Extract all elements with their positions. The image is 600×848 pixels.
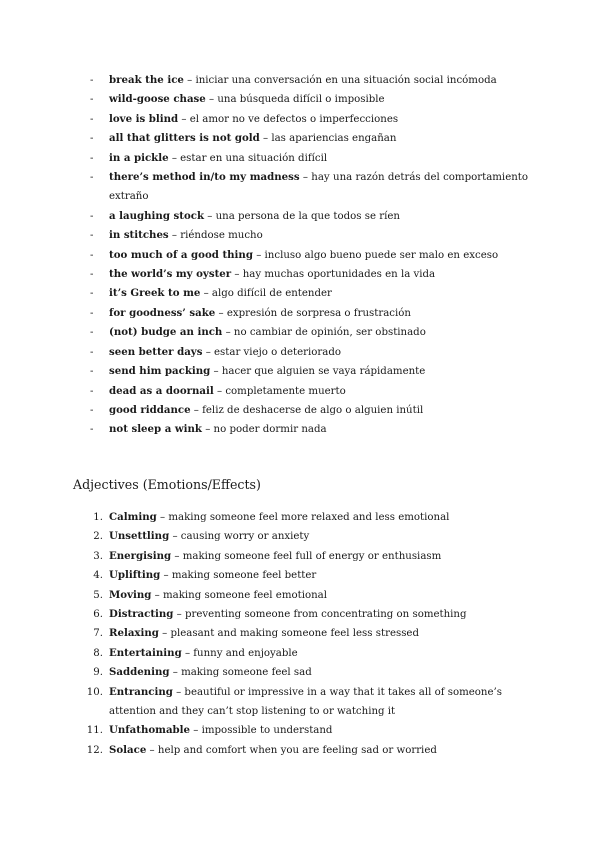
idiom-term: it’s Greek to me [109,287,201,300]
adjective-term: Entrancing [109,685,173,698]
list-number: 8. [93,647,103,659]
idiom-item [90,284,528,303]
adjective-item [80,508,528,527]
idiom-item [90,343,528,362]
list-number: 10. [86,686,103,698]
idiom-item [90,129,528,148]
list-bullet: - [90,327,94,339]
list-number: 11. [86,725,103,737]
idiom-item [90,226,528,245]
list-number: 6. [93,609,103,621]
idiom-item [90,323,528,342]
idiom-term: in a pickle [109,151,169,164]
adjective-definition: – causing worry or anxiety [169,531,310,543]
idiom-item [90,401,528,420]
idiom-definition: – riéndose mucho [168,230,263,242]
idiom-term: all that glitters is not gold [109,132,260,145]
adjective-term: Unfathomable [109,724,191,737]
list-bullet: - [90,230,94,242]
list-bullet: - [90,366,94,378]
list-number: 4. [93,570,103,582]
idiom-term: there’s method in/to my madness [109,171,300,184]
list-bullet: - [90,307,94,319]
adjective-term: Uplifting [109,569,161,582]
adjective-item [80,644,528,663]
idiom-item [90,207,528,226]
list-bullet: - [90,75,94,86]
idiom-definition: – incluso algo bueno puede ser malo en exceso [252,249,499,261]
idiom-definition: – iniciar una conversación en una situación social incómoda [183,75,497,86]
list-bullet: - [90,94,94,106]
idiom-definition: – las apariencias engañan [259,133,397,145]
idiom-definition: – expresión de sorpresa o frustración [215,307,411,319]
adjective-definition: – making someone feel full of energy or enthusiasm [171,550,442,562]
adjective-item [80,624,528,643]
adjective-item [80,683,528,722]
idiom-definition: – una búsqueda difícil o imposible [205,94,385,106]
adjective-term: Entertaining [109,646,182,659]
idiom-definition: – hay una razón detrás del comportamiento extraño [109,172,529,203]
adjective-term: Relaxing [109,627,159,640]
idiom-term: for goodness’ sake [109,306,216,319]
adjective-definition: – pleasant and making someone feel less stressed [158,628,419,640]
list-bullet: - [90,424,94,436]
idiom-definition: – no poder dormir nada [201,424,327,436]
list-bullet: - [90,249,94,261]
adjective-item [80,663,528,682]
list-number: 7. [93,628,103,640]
adjective-item [80,586,528,605]
idiom-term: good riddance [109,403,191,416]
idiom-item [90,149,528,168]
list-number: 5. [93,589,103,601]
list-bullet: - [90,133,94,145]
idiom-term: a laughing stock [109,209,205,222]
adjective-list [80,508,528,760]
idiom-term: dead as a doornail [109,384,214,397]
adjective-item [80,566,528,585]
idiom-definition: – estar viejo o deteriorado [202,346,342,358]
adjective-term: Distracting [109,608,174,621]
idiom-term: seen better days [109,345,203,358]
idiom-item [90,362,528,381]
idiom-term: too much of a good thing [109,248,253,261]
idiom-term: wild-goose chase [109,93,206,106]
idiom-definition: – no cambiar de opinión, ser obstinado [222,327,426,339]
list-bullet: - [90,210,94,222]
idiom-item [90,71,528,90]
list-bullet: - [90,288,94,300]
list-bullet: - [90,152,94,164]
adjective-definition: – funny and enjoyable [181,647,298,659]
idiom-item [90,265,528,284]
idiom-term: break the ice [109,74,184,86]
list-bullet: - [90,346,94,358]
idiom-item [90,246,528,265]
idiom-definition: – una persona de la que todos se ríen [204,210,400,222]
idiom-term: not sleep a wink [109,423,202,436]
idiom-definition: – completamente muerto [213,385,346,397]
adjective-term: Solace [109,743,147,756]
idiom-term: in stitches [109,229,169,242]
adjective-term: Moving [109,588,152,601]
list-bullet: - [90,385,94,397]
list-bullet: - [90,172,94,184]
idiom-item [90,304,528,323]
idiom-term: send him packing [109,365,211,378]
adjective-definition: – beautiful or impressive in a way that it takes all of someone’s attention and they can’t stop listening to or watching it [109,686,502,718]
idiom-item [90,420,528,439]
idiom-term: love is blind [109,112,179,125]
list-number: 12. [86,744,103,756]
adjective-term: Saddening [109,666,170,679]
idiom-definition: – algo difícil de entender [200,288,332,300]
adjective-definition: – making someone feel sad [169,667,312,679]
idiom-term: the world’s my oyster [109,268,232,281]
adjective-definition: – preventing someone from concentrating on something [173,609,467,621]
adjective-definition: – impossible to understand [190,725,333,737]
idiom-item [90,168,528,207]
idiom-term: (not) budge an inch [109,326,223,339]
idiom-item [90,382,528,401]
list-bullet: - [90,113,94,125]
adjective-item [80,527,528,546]
adjective-item [80,605,528,624]
adjective-definition: – help and comfort when you are feeling sad or worried [146,744,437,756]
idiom-definition: – estar en una situación difícil [168,152,328,164]
adjective-definition: – making someone feel emotional [151,589,328,601]
adjective-definition: – making someone feel better [160,570,317,582]
adjective-item [80,721,528,740]
list-number: 9. [93,667,103,679]
adjective-definition: – making someone feel more relaxed and less emotional [156,512,450,523]
list-number: 2. [93,531,103,543]
idiom-item [90,110,528,129]
idiom-definition: – hay muchas oportunidades en la vida [231,269,436,281]
idiom-definition: – hacer que alguien se vaya rápidamente [210,366,426,378]
list-number: 3. [93,550,103,562]
list-bullet: - [90,269,94,281]
adjective-item [80,547,528,566]
idiom-item [90,90,528,109]
list-number: 1. [93,512,103,523]
adjective-term: Unsettling [109,530,170,543]
idiom-definition: – feliz de deshacerse de algo o alguien inútil [190,404,424,416]
adjective-item [80,741,528,760]
adjective-term: Energising [109,549,172,562]
list-bullet: - [90,404,94,416]
idiom-definition: – el amor no ve defectos o imperfecciones [178,113,399,125]
adjective-term: Calming [109,511,157,523]
idiom-list [90,71,528,440]
section-heading: Adjectives (Emotions/Effects) [73,477,261,492]
